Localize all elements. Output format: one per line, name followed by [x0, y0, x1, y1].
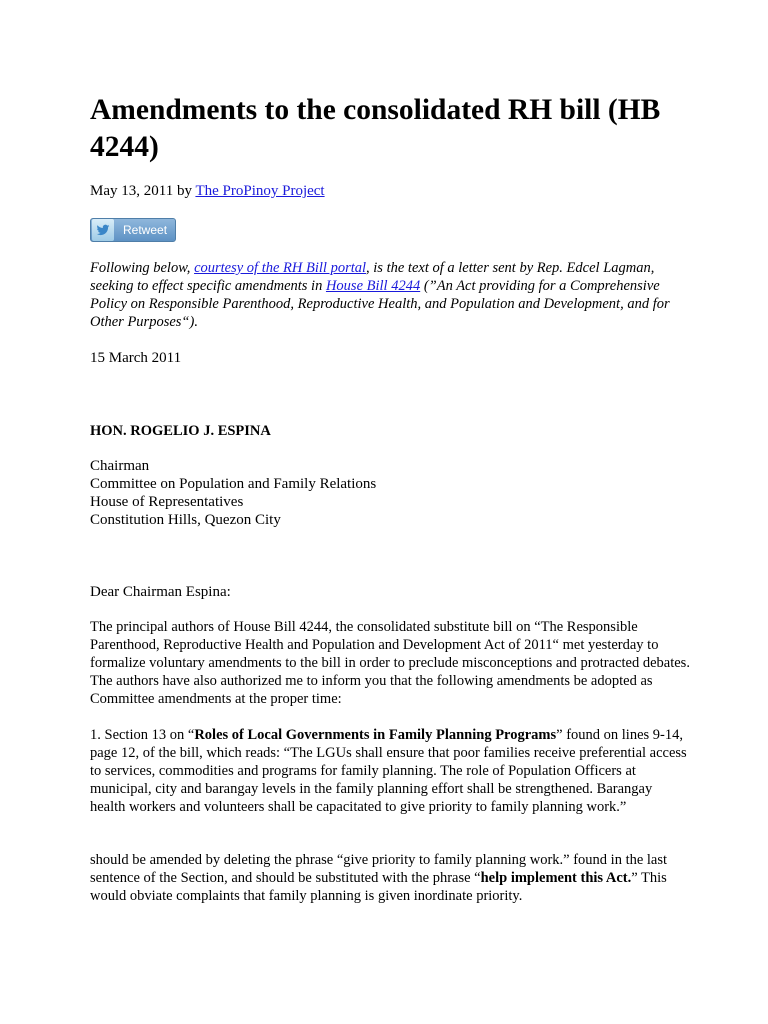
twitter-bird-icon — [92, 219, 114, 241]
p3-bold-phrase: help implement this Act. — [480, 870, 632, 886]
address-line: House of Representatives — [90, 494, 244, 510]
address-line: Chairman — [90, 458, 150, 474]
intro-text-2: , is the text of a letter sent by Rep. Edcel Lagman, seeking to effect specific amendments in — [90, 260, 655, 294]
letter-addressee: HON. ROGELIO J. ESPINA — [90, 423, 271, 439]
article-title: Amendments to the consolidated RH bill (HB 4244) — [90, 94, 661, 163]
p2-bold-section-title: Roles of Local Governments in Family Planning Programs — [194, 727, 557, 743]
intro-text-1: Following below, — [90, 260, 195, 276]
retweet-button[interactable] — [90, 218, 176, 242]
rh-bill-portal-link[interactable]: courtesy of the RH Bill portal — [194, 260, 367, 276]
house-bill-link[interactable]: House Bill 4244 — [325, 278, 421, 294]
letter-paragraph-1: The principal authors of House Bill 4244, the consolidated substitute bill on “The Responsible Parenthood, Reproductive Health and Population and Development Act of 2011“ met yesterday to formalize voluntary amendments to the bill in order to preclude misconceptions and protracted debates. The authors have also authorized me to inform you that the following amendments be adopted as Committee amendments at the proper time: — [90, 619, 690, 707]
letter-paragraph-2 — [90, 726, 690, 816]
author-link[interactable]: The ProPinoy Project — [195, 183, 325, 199]
letter-date: 15 March 2011 — [90, 350, 182, 366]
post-date: May 13, 2011 — [90, 183, 174, 199]
letter-paragraph-3 — [90, 851, 690, 905]
p2-text-1: 1. Section 13 on “ — [90, 727, 195, 743]
p2-text-2: ” found on lines 9-14, page 12, of the bill, which reads: “The LGUs shall ensure that poor families receive preferential access to services, commodities and programs for family planning. The role of Population Officers at municipal, city and barangay levels in the family planning effort shall be strengthened. Barangay health workers and volunteers shall be capacitated to give priority to family planning work.” — [90, 727, 687, 815]
article-byline — [90, 182, 325, 200]
address-line: Committee on Population and Family Relations — [90, 476, 377, 492]
letter-address-block — [90, 457, 376, 529]
intro-paragraph — [90, 259, 690, 331]
p3-text-2: ” This would obviate complaints that family planning is given inordinate priority. — [90, 870, 667, 904]
address-line: Constitution Hills, Quezon City — [90, 512, 281, 528]
byline-by: by — [173, 183, 196, 199]
retweet-label: Retweet — [123, 223, 168, 237]
letter-salutation: Dear Chairman Espina: — [90, 584, 231, 600]
intro-text-3: (”An Act providing for a Comprehensive Policy on Responsible Parenthood, Reproductive Health, and Population and Development, and for Other Purposes“). — [90, 278, 670, 330]
p3-text-1: should be amended by deleting the phrase “give priority to family planning work.” found in the last sentence of the Section, and should be substituted with the phrase “ — [90, 852, 668, 886]
